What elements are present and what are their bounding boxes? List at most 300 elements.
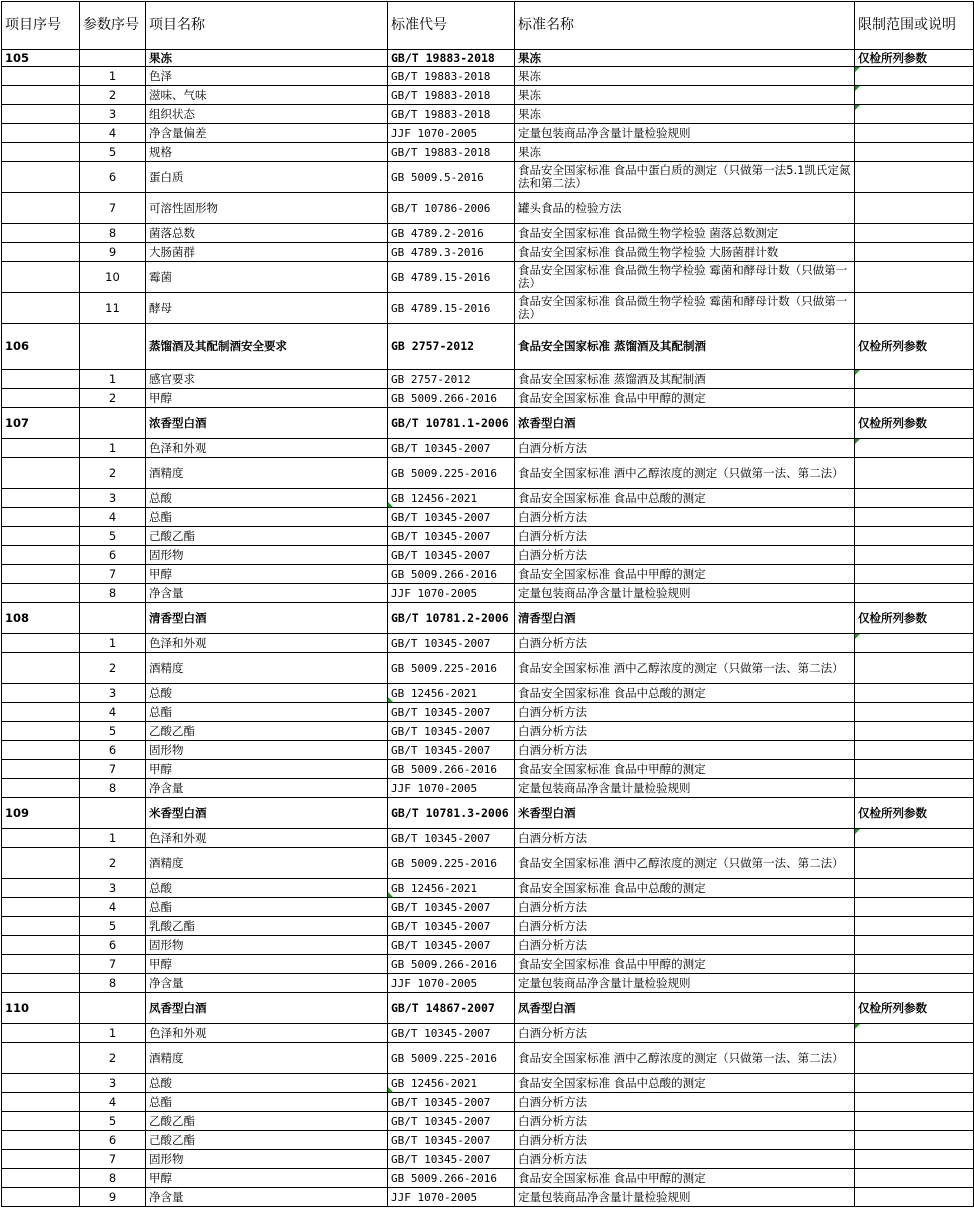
std-name: 白酒分析方法 — [515, 508, 855, 527]
item-number-empty — [2, 243, 80, 262]
param-name: 色泽 — [146, 67, 388, 86]
limit-note-empty — [855, 898, 974, 917]
param-row — [2, 105, 974, 124]
param-row — [2, 779, 974, 798]
std-name: 米香型白酒 — [515, 798, 855, 829]
std-code: GB/T 10345-2007 — [388, 1150, 515, 1169]
std-code: GB/T 10345-2007 — [388, 634, 515, 653]
param-row — [2, 162, 974, 193]
std-code: JJF 1070-2005 — [388, 974, 515, 993]
param-number: 7 — [80, 1150, 146, 1169]
item-number-empty — [2, 722, 80, 741]
std-code: GB 5009.225-2016 — [388, 458, 515, 489]
limit-note-empty — [855, 105, 974, 124]
param-row — [2, 439, 974, 458]
param-name: 酒精度 — [146, 848, 388, 879]
item-number-empty — [2, 389, 80, 408]
std-name: 白酒分析方法 — [515, 829, 855, 848]
std-name: 食品安全国家标准 酒中乙醇浓度的测定（只做第一法、第二法） — [515, 1043, 855, 1074]
item-number-empty — [2, 67, 80, 86]
group-row — [2, 50, 974, 67]
std-name: 白酒分析方法 — [515, 741, 855, 760]
param-name: 固形物 — [146, 546, 388, 565]
param-name: 甲醇 — [146, 760, 388, 779]
std-code: GB 12456-2021 — [388, 489, 515, 508]
param-number: 6 — [80, 1131, 146, 1150]
item-name: 蒸馏酒及其配制酒安全要求 — [146, 324, 388, 370]
std-code: GB/T 10345-2007 — [388, 703, 515, 722]
std-name: 食品安全国家标准 食品中蛋白质的测定（只做第一法5.1凯氏定氮法和第二法） — [515, 162, 855, 193]
param-row — [2, 458, 974, 489]
std-name: 食品安全国家标准 食品微生物学检验 大肠菌群计数 — [515, 243, 855, 262]
param-row — [2, 565, 974, 584]
limit-note-empty — [855, 741, 974, 760]
item-number-empty — [2, 634, 80, 653]
std-code: GB/T 10781.2-2006 — [388, 603, 515, 634]
param-number-empty — [80, 324, 146, 370]
limit-note-empty — [855, 489, 974, 508]
param-row — [2, 143, 974, 162]
item-number-empty — [2, 917, 80, 936]
param-row — [2, 955, 974, 974]
std-code: GB 12456-2021 — [388, 879, 515, 898]
std-code: GB/T 10345-2007 — [388, 1024, 515, 1043]
param-row — [2, 760, 974, 779]
param-row — [2, 243, 974, 262]
param-name: 净含量 — [146, 974, 388, 993]
std-name: 罐头食品的检验方法 — [515, 193, 855, 224]
std-name: 食品安全国家标准 食品中甲醇的测定 — [515, 389, 855, 408]
param-name: 总酸 — [146, 684, 388, 703]
param-row — [2, 262, 974, 293]
limit-note-empty — [855, 458, 974, 489]
param-number: 5 — [80, 917, 146, 936]
param-number: 3 — [80, 1074, 146, 1093]
std-name: 食品安全国家标准 食品中总酸的测定 — [515, 879, 855, 898]
item-number-empty — [2, 439, 80, 458]
std-name: 定量包装商品净含量计量检验规则 — [515, 779, 855, 798]
limit-note-empty — [855, 293, 974, 324]
std-code: GB 5009.266-2016 — [388, 955, 515, 974]
limit-note-empty — [855, 243, 974, 262]
param-number: 4 — [80, 1093, 146, 1112]
std-name: 白酒分析方法 — [515, 546, 855, 565]
item-number-empty — [2, 1131, 80, 1150]
param-number: 2 — [80, 653, 146, 684]
param-row — [2, 741, 974, 760]
param-name: 甲醇 — [146, 955, 388, 974]
item-name: 清香型白酒 — [146, 603, 388, 634]
std-code: GB/T 19883-2018 — [388, 67, 515, 86]
std-name: 浓香型白酒 — [515, 408, 855, 439]
limit-note: 仅检所列参数 — [855, 603, 974, 634]
std-code: GB/T 10345-2007 — [388, 898, 515, 917]
param-row — [2, 389, 974, 408]
group-row — [2, 993, 974, 1024]
item-number: 106 — [2, 324, 80, 370]
item-number-empty — [2, 458, 80, 489]
item-number-empty — [2, 527, 80, 546]
std-code: GB 5009.266-2016 — [388, 389, 515, 408]
param-number: 1 — [80, 370, 146, 389]
std-code: GB 5009.225-2016 — [388, 1043, 515, 1074]
std-name: 食品安全国家标准 酒中乙醇浓度的测定（只做第一法、第二法） — [515, 848, 855, 879]
param-name: 己酸乙酯 — [146, 1131, 388, 1150]
item-number: 107 — [2, 408, 80, 439]
param-number: 6 — [80, 546, 146, 565]
param-number: 5 — [80, 527, 146, 546]
std-name: 食品安全国家标准 食品中总酸的测定 — [515, 1074, 855, 1093]
param-row — [2, 489, 974, 508]
param-number: 3 — [80, 879, 146, 898]
param-name: 总酸 — [146, 489, 388, 508]
param-name: 菌落总数 — [146, 224, 388, 243]
param-name: 霉菌 — [146, 262, 388, 293]
std-name: 食品安全国家标准 食品微生物学检验 霉菌和酵母计数（只做第一法） — [515, 293, 855, 324]
limit-note-empty — [855, 1169, 974, 1188]
std-code: GB/T 10345-2007 — [388, 917, 515, 936]
limit-note-empty — [855, 370, 974, 389]
std-name: 食品安全国家标准 酒中乙醇浓度的测定（只做第一法、第二法） — [515, 458, 855, 489]
param-number: 4 — [80, 898, 146, 917]
param-number: 7 — [80, 193, 146, 224]
param-row — [2, 653, 974, 684]
limit-note-empty — [855, 162, 974, 193]
param-row — [2, 193, 974, 224]
param-number-empty — [80, 408, 146, 439]
limit-note-empty — [855, 703, 974, 722]
param-number: 8 — [80, 584, 146, 603]
item-number-empty — [2, 1093, 80, 1112]
item-number-empty — [2, 684, 80, 703]
param-row — [2, 224, 974, 243]
limit-note-empty — [855, 653, 974, 684]
param-number: 5 — [80, 1112, 146, 1131]
param-name: 可溶性固形物 — [146, 193, 388, 224]
param-number: 6 — [80, 741, 146, 760]
group-row — [2, 324, 974, 370]
std-code: JJF 1070-2005 — [388, 584, 515, 603]
item-number-empty — [2, 974, 80, 993]
param-name: 固形物 — [146, 1150, 388, 1169]
param-name: 乳酸乙酯 — [146, 917, 388, 936]
limit-note-empty — [855, 1024, 974, 1043]
limit-note-empty — [855, 1074, 974, 1093]
param-name: 总酸 — [146, 1074, 388, 1093]
std-name: 食品安全国家标准 食品中甲醇的测定 — [515, 760, 855, 779]
std-name: 食品安全国家标准 食品中甲醇的测定 — [515, 565, 855, 584]
std-name: 白酒分析方法 — [515, 1093, 855, 1112]
param-row — [2, 1169, 974, 1188]
param-number: 7 — [80, 760, 146, 779]
item-number-empty — [2, 936, 80, 955]
param-name: 净含量 — [146, 779, 388, 798]
item-number-empty — [2, 193, 80, 224]
limit-note-empty — [855, 389, 974, 408]
param-number: 2 — [80, 1043, 146, 1074]
std-code: GB/T 10781.3-2006 — [388, 798, 515, 829]
param-row — [2, 936, 974, 955]
std-code: GB/T 10781.1-2006 — [388, 408, 515, 439]
limit-note-empty — [855, 143, 974, 162]
param-name: 甲醇 — [146, 389, 388, 408]
param-name: 酒精度 — [146, 653, 388, 684]
limit-note-empty — [855, 508, 974, 527]
std-name: 定量包装商品净含量计量检验规则 — [515, 1188, 855, 1207]
param-number: 8 — [80, 779, 146, 798]
limit-note-empty — [855, 262, 974, 293]
std-name: 食品安全国家标准 食品中甲醇的测定 — [515, 955, 855, 974]
header-item-name: 项目名称 — [146, 2, 388, 50]
item-number-empty — [2, 124, 80, 143]
item-number-empty — [2, 955, 80, 974]
limit-note-empty — [855, 974, 974, 993]
item-number-empty — [2, 162, 80, 193]
std-name: 白酒分析方法 — [515, 439, 855, 458]
param-name: 规格 — [146, 143, 388, 162]
param-row — [2, 508, 974, 527]
param-row — [2, 86, 974, 105]
param-name: 总酯 — [146, 508, 388, 527]
item-number-empty — [2, 489, 80, 508]
limit-note-empty — [855, 1093, 974, 1112]
limit-note-empty — [855, 879, 974, 898]
std-code: GB 4789.15-2016 — [388, 262, 515, 293]
limit-note-empty — [855, 124, 974, 143]
limit-note: 仅检所列参数 — [855, 993, 974, 1024]
item-number-empty — [2, 105, 80, 124]
std-name: 食品安全国家标准 食品微生物学检验 霉菌和酵母计数（只做第一法） — [515, 262, 855, 293]
std-name: 果冻 — [515, 105, 855, 124]
param-number: 2 — [80, 848, 146, 879]
std-name: 果冻 — [515, 67, 855, 86]
limit-note-empty — [855, 936, 974, 955]
std-code: GB 5009.225-2016 — [388, 653, 515, 684]
param-name: 蛋白质 — [146, 162, 388, 193]
param-row — [2, 829, 974, 848]
std-name: 食品安全国家标准 酒中乙醇浓度的测定（只做第一法、第二法） — [515, 653, 855, 684]
header-row — [2, 2, 974, 50]
item-number-empty — [2, 741, 80, 760]
std-name: 白酒分析方法 — [515, 1112, 855, 1131]
param-name: 乙酸乙酯 — [146, 1112, 388, 1131]
std-code: JJF 1070-2005 — [388, 1188, 515, 1207]
std-code: GB 5009.266-2016 — [388, 565, 515, 584]
param-row — [2, 703, 974, 722]
limit-note-empty — [855, 684, 974, 703]
item-name: 浓香型白酒 — [146, 408, 388, 439]
param-row — [2, 848, 974, 879]
std-code: GB/T 10345-2007 — [388, 1131, 515, 1150]
item-number-empty — [2, 224, 80, 243]
group-row — [2, 603, 974, 634]
param-number: 3 — [80, 105, 146, 124]
std-code: GB 5009.225-2016 — [388, 848, 515, 879]
param-number: 8 — [80, 1169, 146, 1188]
item-number-empty — [2, 1188, 80, 1207]
std-code: GB/T 10345-2007 — [388, 741, 515, 760]
header-std-name: 标准名称 — [515, 2, 855, 50]
limit-note-empty — [855, 722, 974, 741]
param-name: 酵母 — [146, 293, 388, 324]
std-name: 果冻 — [515, 143, 855, 162]
param-name: 净含量偏差 — [146, 124, 388, 143]
std-code: GB/T 19883-2018 — [388, 143, 515, 162]
std-name: 白酒分析方法 — [515, 527, 855, 546]
param-row — [2, 1150, 974, 1169]
std-name: 白酒分析方法 — [515, 634, 855, 653]
limit-note: 仅检所列参数 — [855, 408, 974, 439]
param-number-empty — [80, 993, 146, 1024]
std-code: GB 12456-2021 — [388, 1074, 515, 1093]
param-number: 6 — [80, 936, 146, 955]
item-number-empty — [2, 779, 80, 798]
param-row — [2, 1074, 974, 1093]
limit-note-empty — [855, 565, 974, 584]
std-name: 白酒分析方法 — [515, 722, 855, 741]
item-name: 果冻 — [146, 50, 388, 67]
std-name: 白酒分析方法 — [515, 898, 855, 917]
param-name: 总酯 — [146, 1093, 388, 1112]
header-param-no: 参数序号 — [80, 2, 146, 50]
std-code: GB 12456-2021 — [388, 684, 515, 703]
limit-note: 仅检所列参数 — [855, 798, 974, 829]
std-code: GB/T 10786-2006 — [388, 193, 515, 224]
param-row — [2, 1131, 974, 1150]
std-code: GB 2757-2012 — [388, 370, 515, 389]
param-number: 6 — [80, 162, 146, 193]
param-row — [2, 684, 974, 703]
param-number: 5 — [80, 143, 146, 162]
limit-note-empty — [855, 917, 974, 936]
std-code: GB 4789.2-2016 — [388, 224, 515, 243]
limit-note-empty — [855, 584, 974, 603]
param-name: 总酯 — [146, 898, 388, 917]
limit-note-empty — [855, 439, 974, 458]
limit-note-empty — [855, 1112, 974, 1131]
param-number: 7 — [80, 565, 146, 584]
param-number: 9 — [80, 1188, 146, 1207]
param-row — [2, 917, 974, 936]
param-name: 总酯 — [146, 703, 388, 722]
item-number-empty — [2, 1024, 80, 1043]
limit-note-empty — [855, 224, 974, 243]
std-code: GB 5009.5-2016 — [388, 162, 515, 193]
std-code: GB/T 10345-2007 — [388, 936, 515, 955]
limit-note-empty — [855, 86, 974, 105]
std-name: 白酒分析方法 — [515, 917, 855, 936]
param-number: 1 — [80, 67, 146, 86]
param-row — [2, 1188, 974, 1207]
param-number: 10 — [80, 262, 146, 293]
item-number-empty — [2, 565, 80, 584]
std-name: 凤香型白酒 — [515, 993, 855, 1024]
param-row — [2, 974, 974, 993]
param-row — [2, 722, 974, 741]
param-row — [2, 293, 974, 324]
param-number-empty — [80, 798, 146, 829]
std-name: 定量包装商品净含量计量检验规则 — [515, 974, 855, 993]
std-name: 白酒分析方法 — [515, 1131, 855, 1150]
param-name: 固形物 — [146, 741, 388, 760]
param-row — [2, 527, 974, 546]
limit-note-empty — [855, 193, 974, 224]
param-row — [2, 1112, 974, 1131]
limit-note-empty — [855, 1150, 974, 1169]
std-name: 白酒分析方法 — [515, 1150, 855, 1169]
param-name: 大肠菌群 — [146, 243, 388, 262]
param-row — [2, 124, 974, 143]
limit-note-empty — [855, 546, 974, 565]
param-row — [2, 546, 974, 565]
item-number-empty — [2, 262, 80, 293]
std-code: GB/T 10345-2007 — [388, 1093, 515, 1112]
item-number: 105 — [2, 50, 80, 67]
std-code: GB 4789.3-2016 — [388, 243, 515, 262]
param-number: 4 — [80, 124, 146, 143]
std-name: 果冻 — [515, 50, 855, 67]
param-name: 甲醇 — [146, 565, 388, 584]
item-number: 109 — [2, 798, 80, 829]
item-name: 米香型白酒 — [146, 798, 388, 829]
header-limit: 限制范围或说明 — [855, 2, 974, 50]
param-number: 8 — [80, 224, 146, 243]
param-number: 5 — [80, 722, 146, 741]
param-row — [2, 1043, 974, 1074]
header-std-code: 标准代号 — [388, 2, 515, 50]
std-code: GB/T 19883-2018 — [388, 86, 515, 105]
param-name: 色泽和外观 — [146, 439, 388, 458]
std-name: 食品安全国家标准 食品中甲醇的测定 — [515, 1169, 855, 1188]
limit-note-empty — [855, 1131, 974, 1150]
param-name: 酒精度 — [146, 458, 388, 489]
item-number-empty — [2, 86, 80, 105]
std-code: GB/T 19883-2018 — [388, 105, 515, 124]
item-number-empty — [2, 653, 80, 684]
std-code: GB 5009.266-2016 — [388, 1169, 515, 1188]
std-code: GB 5009.266-2016 — [388, 760, 515, 779]
item-number: 108 — [2, 603, 80, 634]
param-name: 己酸乙酯 — [146, 527, 388, 546]
item-number-empty — [2, 760, 80, 779]
item-number-empty — [2, 1074, 80, 1093]
param-row — [2, 370, 974, 389]
item-number: 110 — [2, 993, 80, 1024]
param-number: 1 — [80, 829, 146, 848]
item-number-empty — [2, 703, 80, 722]
item-number-empty — [2, 829, 80, 848]
std-code: JJF 1070-2005 — [388, 779, 515, 798]
param-row — [2, 879, 974, 898]
item-number-empty — [2, 898, 80, 917]
item-number-empty — [2, 293, 80, 324]
param-name: 酒精度 — [146, 1043, 388, 1074]
param-number: 2 — [80, 458, 146, 489]
param-row — [2, 1093, 974, 1112]
std-name: 食品安全国家标准 蒸馏酒及其配制酒 — [515, 370, 855, 389]
param-name: 色泽和外观 — [146, 829, 388, 848]
group-row — [2, 798, 974, 829]
std-code: GB 2757-2012 — [388, 324, 515, 370]
std-code: GB 4789.15-2016 — [388, 293, 515, 324]
param-number: 8 — [80, 974, 146, 993]
param-number: 2 — [80, 389, 146, 408]
param-name: 滋味、气味 — [146, 86, 388, 105]
param-name: 甲醇 — [146, 1169, 388, 1188]
param-number: 9 — [80, 243, 146, 262]
std-name: 果冻 — [515, 86, 855, 105]
std-code: GB/T 10345-2007 — [388, 829, 515, 848]
